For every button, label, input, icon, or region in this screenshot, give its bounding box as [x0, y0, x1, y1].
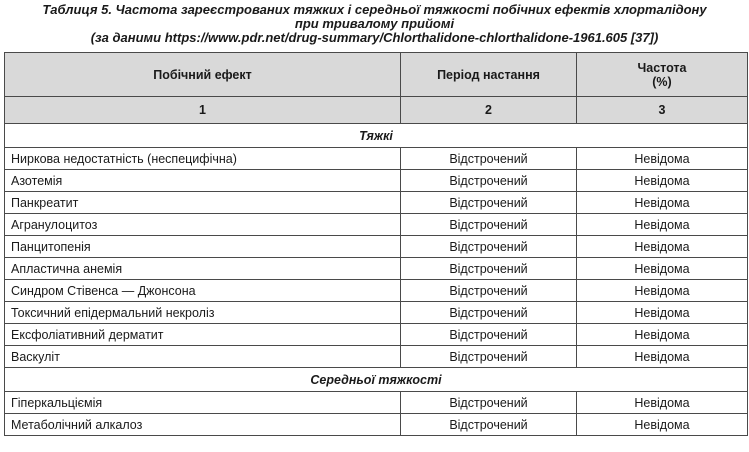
column-number-2: 2: [401, 97, 577, 124]
table-row: [5, 280, 748, 302]
cell-side-effect: Азотемія: [5, 170, 401, 192]
section-row: [5, 368, 748, 392]
cell-frequency: Невідома: [577, 280, 748, 302]
table-row: [5, 302, 748, 324]
section-row: [5, 124, 748, 148]
table-caption: [0, 0, 749, 48]
cell-frequency: Невідома: [577, 258, 748, 280]
cell-frequency: Невідома: [577, 414, 748, 436]
table-row: [5, 258, 748, 280]
cell-onset-period: Відстрочений: [401, 192, 577, 214]
table-row: [5, 148, 748, 170]
cell-frequency: Невідома: [577, 236, 748, 258]
caption-line-1: Таблиця 5. Частота зареєстрованих тяжких і середньої тяжкості побічних ефектів хлорталідону: [42, 2, 707, 17]
caption-line-3: (за даними https://www.pdr.net/drug-summary/Chlorthalidone-chlorthalidone-1961.605 [37]): [90, 30, 659, 45]
cell-frequency: Невідома: [577, 302, 748, 324]
cell-side-effect: Гіперкальціємія: [5, 392, 401, 414]
table-header: [5, 53, 748, 124]
cell-side-effect: Синдром Стівенса — Джонсона: [5, 280, 401, 302]
cell-side-effect: Апластична анемія: [5, 258, 401, 280]
cell-onset-period: Відстрочений: [401, 392, 577, 414]
header-frequency-label: Частота: [637, 60, 687, 75]
side-effects-table: [4, 52, 748, 436]
cell-side-effect: Васкуліт: [5, 346, 401, 368]
table-row: [5, 236, 748, 258]
cell-frequency: Невідома: [577, 214, 748, 236]
column-number-3: 3: [577, 97, 748, 124]
table-row: [5, 170, 748, 192]
table-row: [5, 324, 748, 346]
cell-side-effect: Токсичний епідермальний некроліз: [5, 302, 401, 324]
cell-side-effect: Метаболічний алкалоз: [5, 414, 401, 436]
table-body: [5, 124, 748, 436]
cell-frequency: Невідома: [577, 346, 748, 368]
cell-side-effect: Панкреатит: [5, 192, 401, 214]
cell-onset-period: Відстрочений: [401, 302, 577, 324]
cell-side-effect: Ексфоліативний дерматит: [5, 324, 401, 346]
cell-frequency: Невідома: [577, 392, 748, 414]
header-side-effect: Побічний ефект: [5, 53, 401, 97]
table-row: [5, 346, 748, 368]
table-row: [5, 192, 748, 214]
cell-onset-period: Відстрочений: [401, 236, 577, 258]
header-frequency: [577, 53, 748, 97]
cell-side-effect: Агранулоцитоз: [5, 214, 401, 236]
section-title: Середньої тяжкості: [5, 368, 748, 392]
cell-onset-period: Відстрочений: [401, 148, 577, 170]
cell-frequency: Невідома: [577, 324, 748, 346]
section-title: Тяжкі: [5, 124, 748, 148]
cell-frequency: Невідома: [577, 192, 748, 214]
header-frequency-unit: (%): [652, 74, 672, 89]
column-number-row: [5, 97, 748, 124]
cell-onset-period: Відстрочений: [401, 258, 577, 280]
cell-onset-period: Відстрочений: [401, 414, 577, 436]
cell-onset-period: Відстрочений: [401, 324, 577, 346]
table-row: [5, 214, 748, 236]
header-row: [5, 53, 748, 97]
caption-line-2: при тривалому прийомі: [294, 16, 455, 31]
cell-frequency: Невідома: [577, 148, 748, 170]
cell-onset-period: Відстрочений: [401, 280, 577, 302]
cell-side-effect: Ниркова недостатність (неспецифічна): [5, 148, 401, 170]
cell-side-effect: Панцитопенія: [5, 236, 401, 258]
table-row: [5, 392, 748, 414]
header-onset-period: Період настання: [401, 53, 577, 97]
column-number-1: 1: [5, 97, 401, 124]
cell-frequency: Невідома: [577, 170, 748, 192]
cell-onset-period: Відстрочений: [401, 346, 577, 368]
cell-onset-period: Відстрочений: [401, 214, 577, 236]
table-row: [5, 414, 748, 436]
cell-onset-period: Відстрочений: [401, 170, 577, 192]
